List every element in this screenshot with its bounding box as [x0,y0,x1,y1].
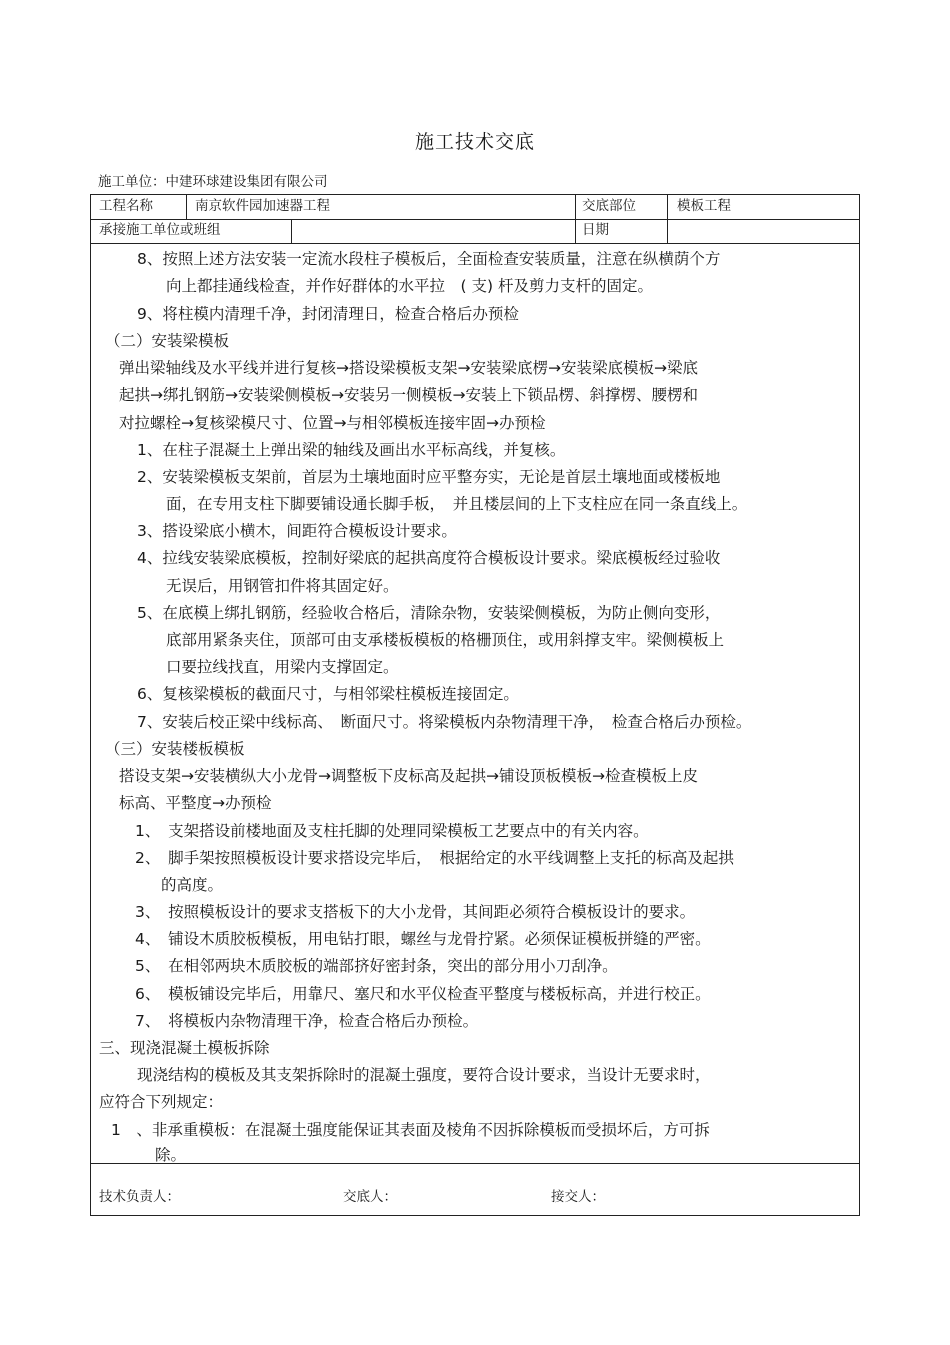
col-divider [186,195,187,219]
col-divider [667,195,668,243]
section-heading: （二）安装梁模板 [105,332,230,350]
body-line: 对拉螺栓→复核梁模尺寸、位置→与相邻模板连接牢固→办预检 [119,414,546,432]
body-line: 7、安装后校正梁中线标高、 断面尺寸。将梁模板内杂物清理干净， 检查合格后办预检。 [137,713,752,731]
body-line: 5、 在相邻两块木质胶板的端部挤好密封条，突出的部分用小刀刮净。 [135,957,618,975]
body-line: 9、将柱模内清理千净，封闭清理日，检查合格后办预检 [137,305,519,323]
disclosure-part-value: 模板工程 [677,198,731,214]
section-heading: （三）安装楼板模板 [105,740,245,758]
body-line: 2、安装梁模板支架前，首层为土壤地面时应平整夯实，无论是首层土壤地面或楼板地 [137,468,721,486]
section-heading: 三、现浇混凝土模板拆除 [99,1039,270,1057]
body-line: 7、 将模板内杂物清理干净，检查合格后办预检。 [135,1012,479,1030]
body-line: 6、复核梁模板的截面尺寸，与相邻梁柱模板连接固定。 [137,685,519,703]
body-line: 6、 模板铺设完毕后，用靠尺、塞尺和水平仪检查平整度与楼板标高，并进行校正。 [135,985,711,1003]
body-line: 5、在底模上绑扎钢筋，经验收合格后，清除杂物，安装梁侧模板，为防止侧向变形， [137,604,721,622]
body-line: 4、拉线安装梁底模板，控制好梁底的起拱高度符合模板设计要求。梁底模板经过验收 [137,549,721,567]
row-divider [91,1163,859,1164]
body-line: 现浇结构的模板及其支架拆除时的混凝土强度，要符合设计要求，当设计无要求时， [137,1066,711,1084]
body-line: 1 、非承重模板：在混凝土强度能保证其表面及棱角不因拆除模板而受损坏后，方可拆 [111,1121,710,1139]
project-name-label: 工程名称 [99,198,153,214]
row-divider [91,243,859,244]
body-line: 应符合下列规定： [99,1093,224,1111]
body-line: 标高、平整度→办预检 [119,794,272,812]
page-title: 施工技术交底 [414,131,535,153]
body-line: 无误后，用钢管扣件将其固定好。 [166,577,399,595]
body-line: 口要拉线找直，用梁内支撑固定。 [166,658,399,676]
body-line: 起拱→绑扎钢筋→安装梁侧模板→安装另一侧模板→安装上下锁品楞、斜撑楞、腰楞和 [119,386,698,404]
date-label: 日期 [582,222,609,238]
discloser-label: 交底人： [343,1189,397,1205]
body-line: 8、按照上述方法安装一定流水段柱子模板后，全面检查安装质量，注意在纵横荫个方 [137,250,721,268]
body-line: 弹出梁轴线及水平线并进行复核→搭设梁模板支架→安装梁底楞→安装梁底模板→梁底 [119,359,698,377]
disclosure-part-label: 交底部位 [582,198,636,214]
receiver-label: 接交人： [551,1189,605,1205]
row-divider [91,219,859,220]
body-line: 3、搭设梁底小横木，间距符合模板设计要求。 [137,522,457,540]
project-name-value: 南京软件园加速器工程 [195,198,330,214]
body-line: 2、 脚手架按照模板设计要求搭设完毕后， 根据给定的水平线调整上支托的标高及起拱 [135,849,734,867]
contractor-label: 承接施工单位或班组 [99,222,221,238]
body-line: 底部用紧条夹住，顶部可由支承楼板模板的格栅顶住，或用斜撑支牢。梁侧模板上 [166,631,725,649]
body-line: 除。 [155,1146,187,1164]
body-line: 面，在专用支柱下脚要铺设通长脚手板， 并且楼层间的上下支柱应在同一条直线上。 [166,495,748,513]
body-line: 向上都挂通线检查，并作好群体的水平拉 ( 支) 杆及剪力支杆的固定。 [166,277,653,295]
body-line: 3、 按照模板设计的要求支搭板下的大小龙骨，其间距必须符合模板设计的要求。 [135,903,696,921]
col-divider [575,195,576,243]
body-line: 4、 铺设木质胶板模板，用电钻打眼，螺丝与龙骨拧紧。必须保证模板拼缝的严密。 [135,930,711,948]
body-line: 搭设支架→安装横纵大小龙骨→调整板下皮标高及起拱→铺设顶板模板→检查模板上皮 [119,767,698,785]
body-line: 的高度。 [161,876,224,894]
tech-lead-label: 技术负责人： [99,1189,180,1205]
body-line: 1、 支架搭设前楼地面及支柱托脚的处理同梁模板工艺要点中的有关内容。 [135,822,649,840]
disclosure-table [90,194,860,1216]
body-line: 1、在柱子混凝土上弹出梁的轴线及画出水平标高线，并复核。 [137,441,566,459]
col-divider [291,219,292,243]
construction-unit: 施工单位：中建环球建设集团有限公司 [98,174,328,190]
